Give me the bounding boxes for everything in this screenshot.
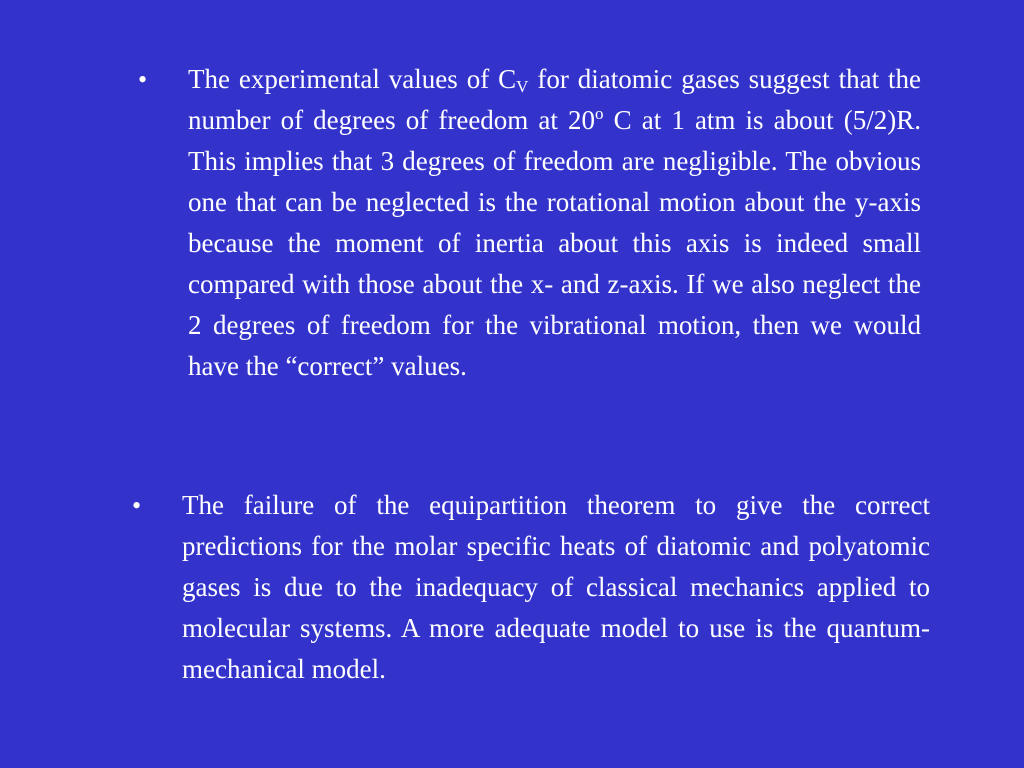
bullet-item-equipartition-failure xyxy=(132,485,930,690)
bullet-text-equipartition-failure: The failure of the equipartition theorem to give the correct predictions for the molar specific heats of diatomic and polyatomic gases is due to the inadequacy of classical mechanics applied to molecular systems. A more adequate model to use is the quantum-mechanical model. xyxy=(182,490,930,684)
degree-superscript: o xyxy=(595,104,604,123)
cv-subscript: V xyxy=(516,77,529,96)
bullet-marker: • xyxy=(132,491,142,520)
bullet-text-cv-values xyxy=(188,59,921,387)
bullet-1-text-part-1: The experimental values of C xyxy=(188,64,517,94)
bullet-item-cv-values xyxy=(138,59,921,387)
bullet-marker: • xyxy=(138,65,148,94)
bullet-1-text-part-3: C at 1 atm is about (5/2)R. This implies that 3 degrees of freedom are negligible. The obvious one that can be neglected is the rotational motion about the y-axis because the moment of inertia about this axis is indeed small compared with those about the x- and z-axis. If we also neglect the 2 degrees of freedom for the vibrational motion, then we would have the “correct” values. xyxy=(188,105,921,381)
bullet-1-text-part-2: for diatomic gases suggest that the number of degrees of freedom at 20 xyxy=(188,64,921,135)
